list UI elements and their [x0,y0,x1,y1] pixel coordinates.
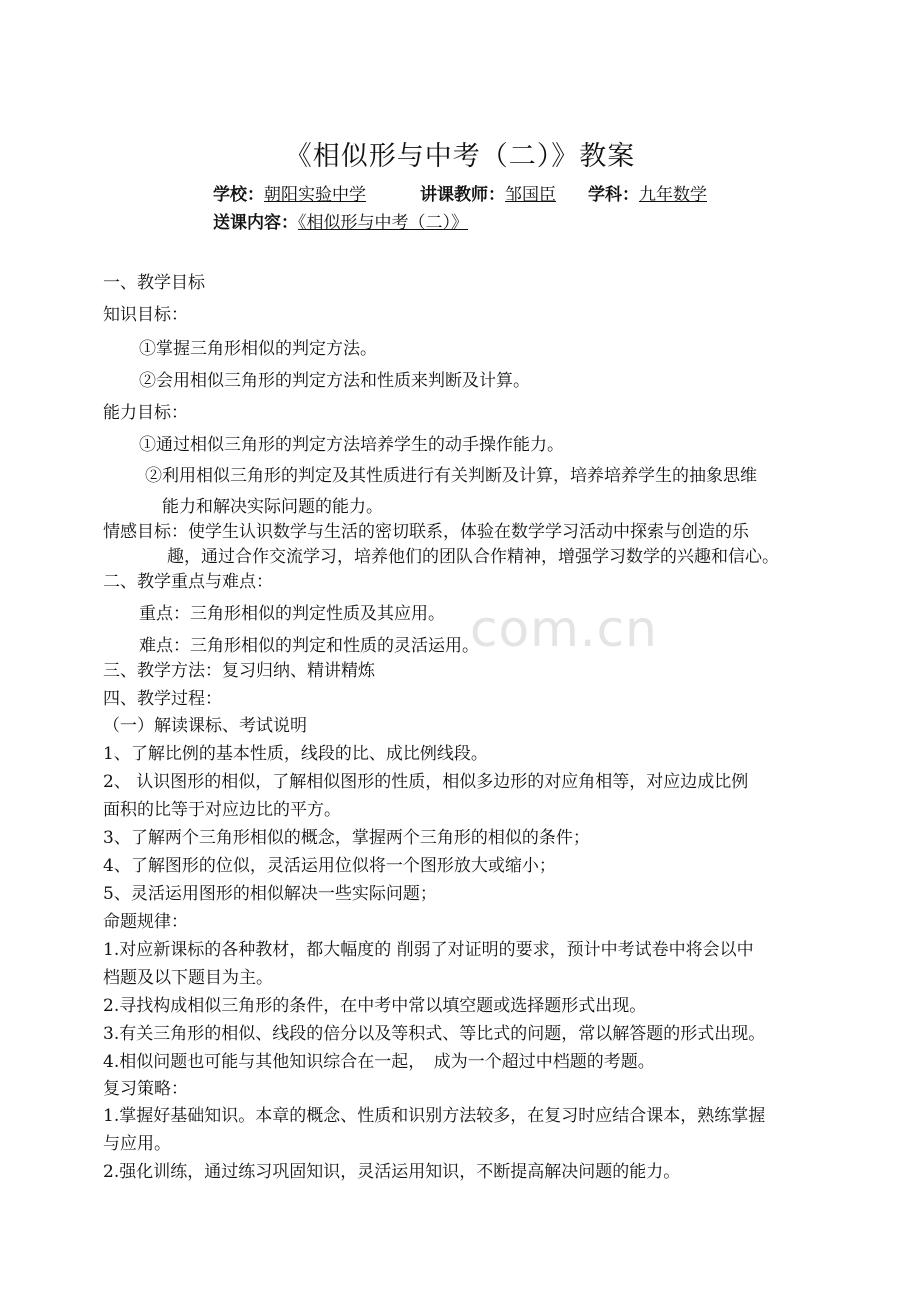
teacher-label: 讲课教师： [420,185,505,205]
body-line: 一、教学目标 [103,273,205,293]
body-line: 趣，通过合作交流学习，培养他们的团队合作精神，增强学习数学的兴趣和信心。 [167,547,779,567]
body-line: 1、了解比例的基本性质，线段的比、成比例线段。 [103,744,488,764]
meta-teacher [420,180,556,205]
body-line: 3、了解两个三角形相似的概念，掌握两个三角形的相似的条件； [103,828,590,848]
content-label: 送课内容： [213,213,298,233]
subject-label: 学科： [588,185,639,205]
body-line: 面积的比等于对应边比的平方。 [103,800,341,820]
body-line: 知识目标： [103,305,188,325]
body-line: （一）解读课标、考试说明 [103,716,307,736]
body-line: 1.对应新课标的各种教材，都大幅度的 削弱了对证明的要求，预计中考试卷中将会以中 [103,940,754,960]
body-line: 三、教学方法：复习归纳、精讲精炼 [103,661,375,681]
body-line: 四、教学过程： [103,689,222,709]
body-line: 2.强化训练，通过练习巩固知识，灵活运用知识，不断提高解决问题的能力。 [103,1162,681,1182]
teacher-value: 邹国臣 [505,185,556,205]
body-line: 命题规律： [103,912,188,932]
body-line: 2、 认识图形的相似，了解相似图形的性质，相似多边形的对应角相等，对应边成比例 [103,772,749,792]
body-line: 情感目标：使学生认识数学与生活的密切联系，体验在数学学习活动中探索与创造的乐 [103,522,749,542]
body-line: ②利用相似三角形的判定及其性质进行有关判断及计算，培养培养学生的抽象思维 [145,466,757,486]
body-line: 复习策略： [103,1079,188,1099]
body-line: 档题及以下题目为主。 [103,968,273,988]
body-line: ①掌握三角形相似的判定方法。 [139,339,377,359]
body-line: ①通过相似三角形的判定方法培养学生的动手操作能力。 [139,435,564,455]
body-line: 4.相似问题也可能与其他知识综合在一起， 成为一个超过中档题的考题。 [103,1052,655,1072]
body-line: 能力和解决实际问题的能力。 [162,497,383,517]
body-line: 能力目标： [103,403,188,423]
body-line: ②会用相似三角形的判定方法和性质来判断及计算。 [139,371,530,391]
body-line: 难点：三角形相似的判定和性质的灵活运用。 [139,636,479,656]
body-line: 4、了解图形的位似，灵活运用位似将一个图形放大或缩小； [103,856,556,876]
body-line: 重点：三角形相似的判定性质及其应用。 [139,604,445,624]
school-value: 朝阳实验中学 [264,185,366,205]
school-label: 学校： [213,185,264,205]
meta-row-1 [213,180,366,205]
content-value: 《相似形与中考（二）》 [298,213,468,233]
meta-subject [588,180,707,205]
body-line: 5、灵活运用图形的相似解决一些实际问题； [103,884,437,904]
subject-value: 九年数学 [639,185,707,205]
body-line: 与应用。 [103,1134,171,1154]
document-title: 《相似形与中考（二）》教案 [284,141,636,172]
body-line: 3.有关三角形的相似、线段的倍分以及等积式、等比式的问题，常以解答题的形式出现。 [103,1024,766,1044]
body-line: 二、教学重点与难点： [103,572,273,592]
watermark: com.cn [470,600,658,658]
body-line: 1.掌握好基础知识。本章的概念、性质和识别方法较多，在复习时应结合课本，熟练掌握 [103,1106,766,1126]
meta-row-2 [213,208,468,233]
body-line: 2.寻找构成相似三角形的条件，在中考中常以填空题或选择题形式出现。 [103,996,647,1016]
